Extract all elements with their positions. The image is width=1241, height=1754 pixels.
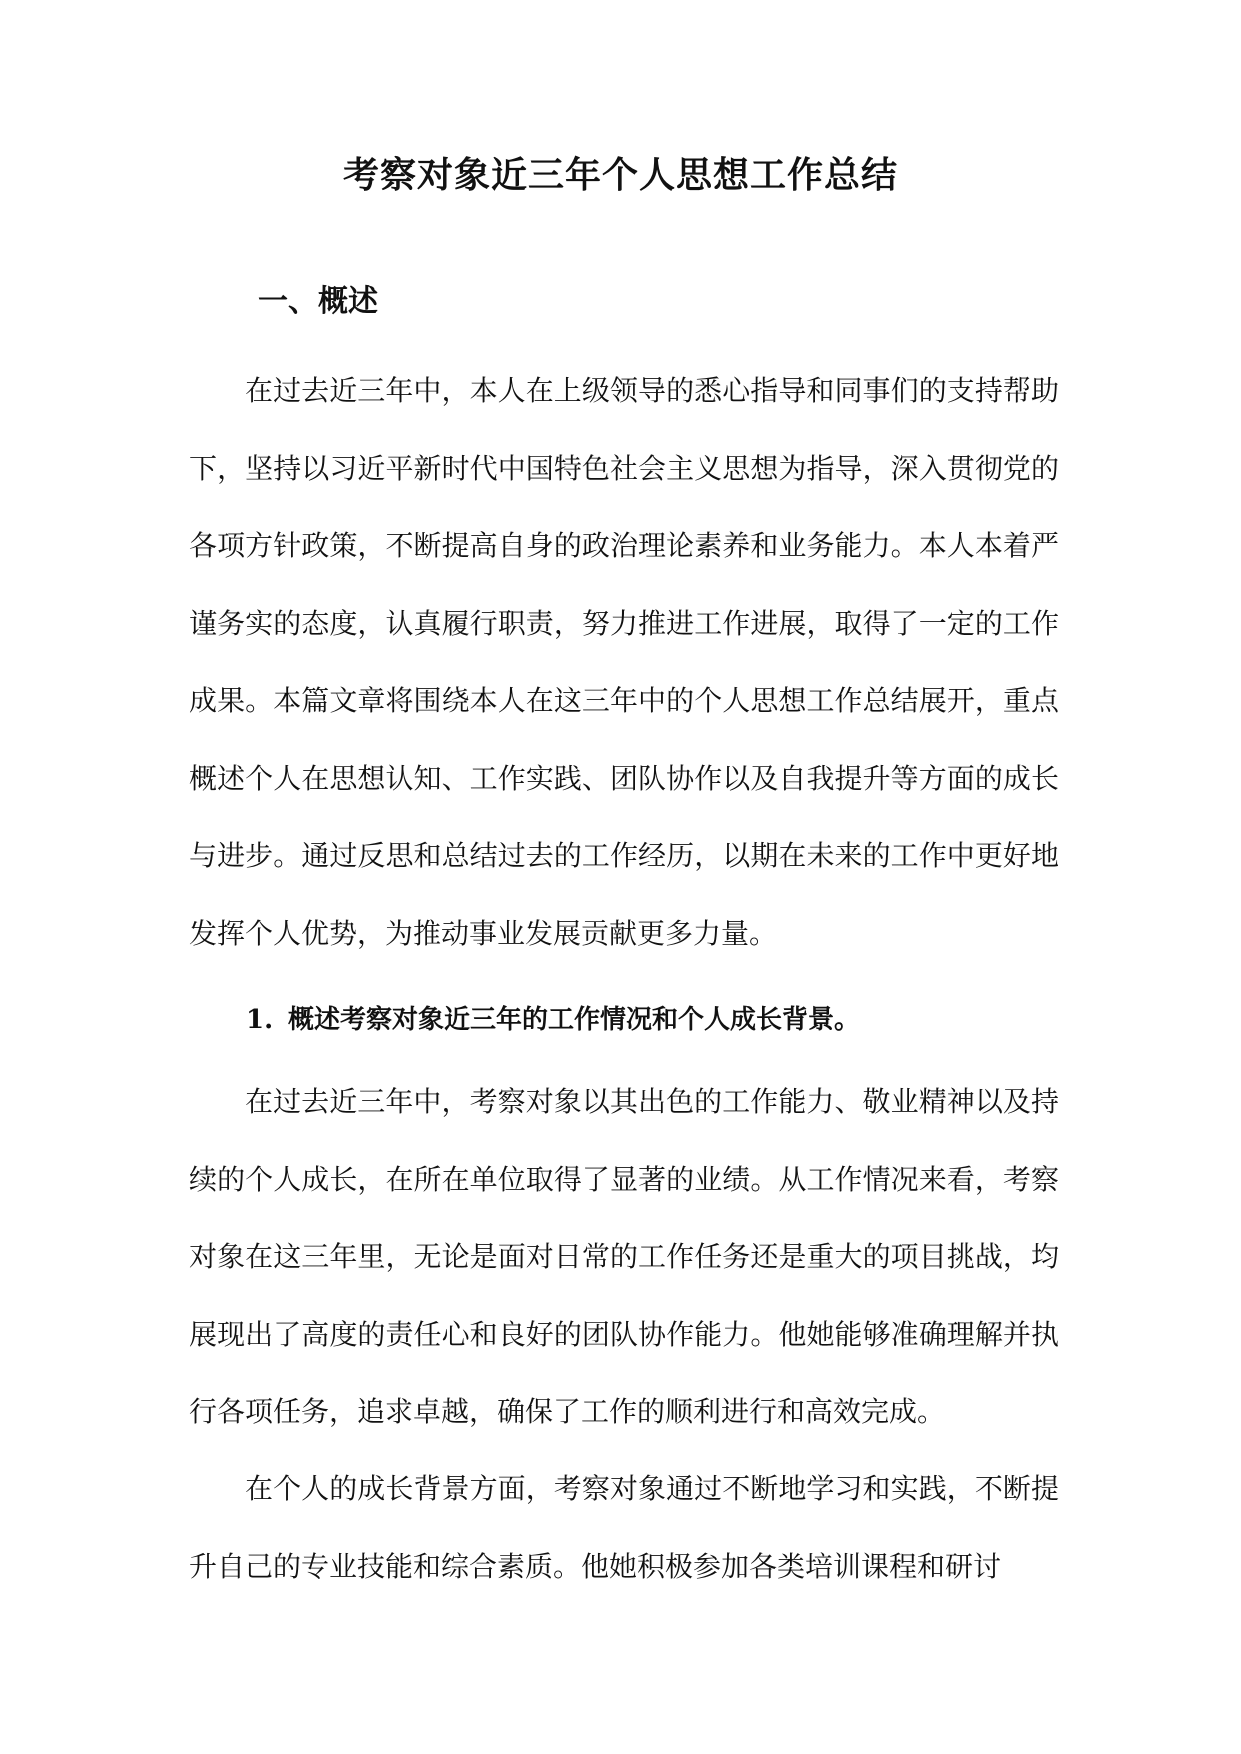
section-heading-overview: 一、概述 [258,284,378,319]
document-title: 考察对象近三年个人思想工作总结 [342,154,898,196]
work-situation-paragraph: 在过去近三年中，考察对象以其出色的工作能力、敬业精神以及持续的个人成长，在所在单位取得了显著的业绩。从工作情况来看，考察对象在这三年里，无论是面对日常的工作任务还是重大的项目挑战，均展现出了高度的责任心和良好的团队协作能力。他她能够准确理解并执行各项任务，追求卓越，确保了工作的顺利进行和高效完成。 [189,1085,1059,1428]
subsection-number: 1. [246,1005,274,1035]
growth-background-paragraph: 在个人的成长背景方面，考察对象通过不断地学习和实践，不断提升自己的专业技能和综合素质。他她积极参加各类培训课程和研讨 [189,1472,1059,1583]
subsection-heading [246,1000,860,1040]
overview-paragraph: 在过去近三年中，本人在上级领导的悉心指导和同事们的支持帮助下，坚持以习近平新时代中国特色社会主义思想为指导，深入贯彻党的各项方针政策，不断提高自身的政治理论素养和业务能力。本人本着严谨务实的态度，认真履行职责，努力推进工作进展，取得了一定的工作成果。本篇文章将围绕本人在这三年中的个人思想工作总结展开，重点概述个人在思想认知、工作实践、团队协作以及自我提升等方面的成长与进步。通过反思和总结过去的工作经历，以期在未来的工作中更好地发挥个人优势，为推动事业发展贡献更多力量。 [189,374,1059,950]
subsection-heading-text: 概述考察对象近三年的工作情况和个人成长背景。 [288,1005,861,1035]
